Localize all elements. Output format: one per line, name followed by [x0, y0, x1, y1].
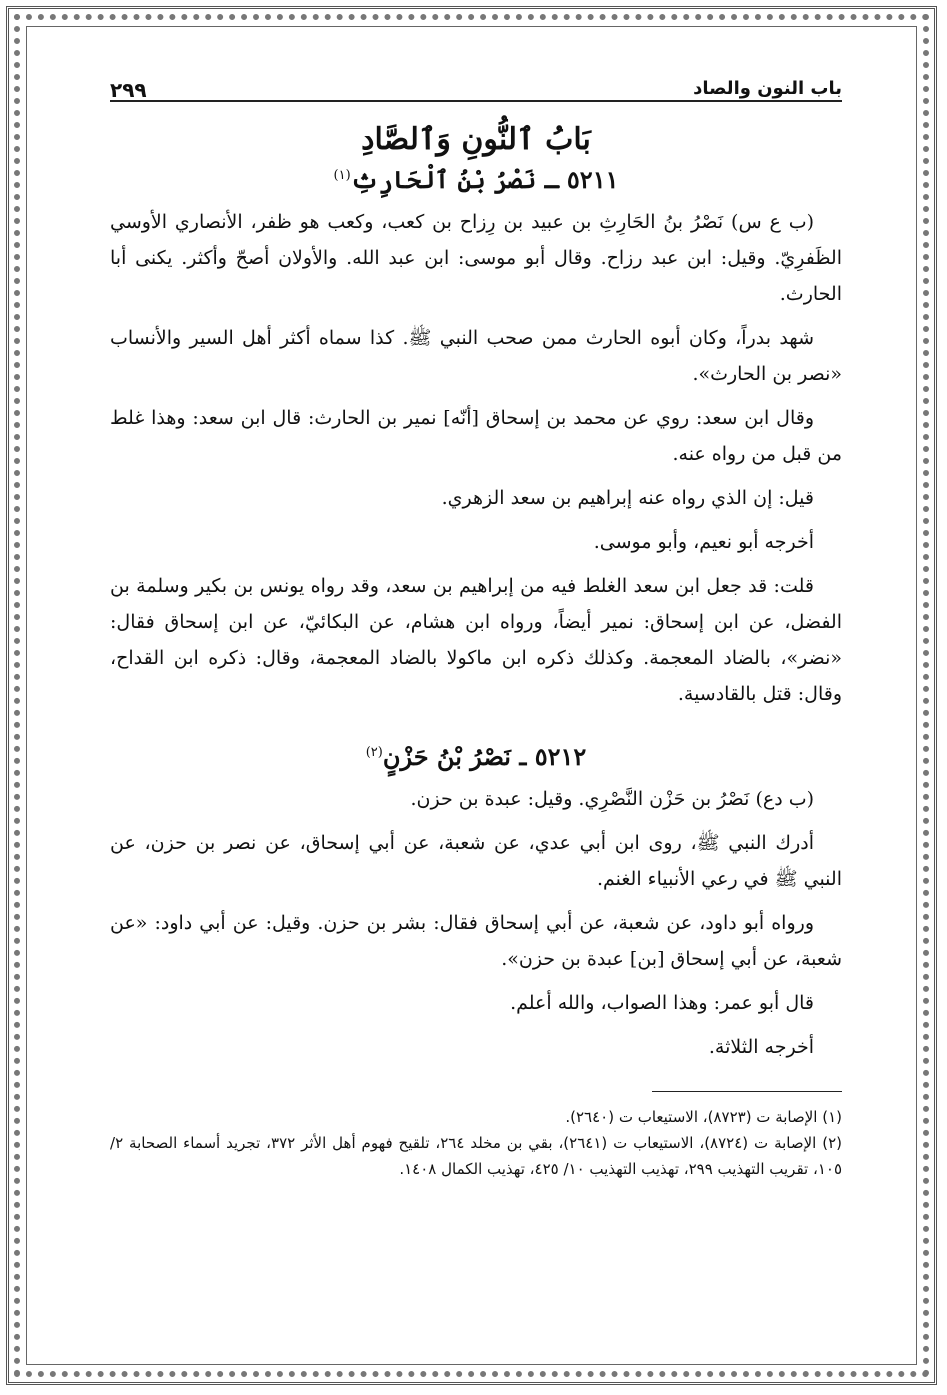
paragraph: (ب ع س) نَصْرُ بنُ الحَارِثِ بن عبيد بن رِزاح بن كعب، وكعب هو ظفر، الأنصاري الأوسي الظَفرِيّ. وقيل: ابن عبد رزاح. وقال أبو موسى: ابن عبد الله. والأولان أصحّ وأكثر. يكنى أبا الحارث. [110, 211, 842, 305]
footnote: (٢) الإصابة ت (٨٧٢٤)، الاستيعاب ت (٢٦٤١)، بقي بن مخلد ٢٦٤، تلقيح فهوم أهل الأثر ٣٧٢، تجريد أسماء الصحابة ٢/ ١٠٥، تقريب التهذيب ٢٩٩، تهذيب التهذيب ١٠/ ٤٢٥، تهذيب الكمال ١٤٠٨. [110, 1134, 842, 1178]
entry-title: ٥٢١١ ـ نَصْرُ بْنُ ٱلْحَارِثِ [350, 165, 619, 194]
book-page [110, 60, 842, 1340]
page-number: ٢٩٩ [110, 78, 147, 102]
paragraph: أخرجه الثلاثة. [708, 1036, 814, 1058]
paragraph: قلت: قد جعل ابن سعد الغلط فيه من إبراهيم بن سعد، وقد رواه يونس بن بكير وسلمة بن الفضل، عن ابن إسحاق: نمير أيضاً، ورواه ابن هشام، عن البكائيّ، عن ابن إسحاق فقال: «نضر»، بالضاد المعجمة. وكذلك ذكره ابن ماكولا بالضاد المعجمة، وقال: ذكره ابن القداح، وقال: قتل بالقادسية. [110, 575, 842, 705]
paragraph: (ب دع) نَصْرُ بن حَزْن النَّصْرِي. وقيل: عبدة بن حزن. [410, 788, 814, 810]
footnote-marker: (١) [333, 168, 351, 183]
paragraph: قيل: إن الذي رواه عنه إبراهيم بن سعد الزهري. [441, 487, 814, 509]
chapter-title: بَابُ ٱلنُّونِ وَٱلصَّادِ [361, 122, 591, 157]
paragraph: ورواه أبو داود، عن شعبة، عن أبي إسحاق فقال: بشر بن حزن. وقيل: عن أبي داود: «عن شعبة، عن أبي إسحاق [بن] عبدة بن حزن». [110, 912, 842, 970]
footnote-marker: (٢) [365, 745, 383, 760]
entry [110, 742, 842, 1065]
entry [110, 165, 842, 712]
running-title: باب النون والصاد [693, 78, 842, 99]
paragraph: وقال ابن سعد: روي عن محمد بن إسحاق [أنّه] نمير بن الحارث: قال ابن سعد: وهذا غلط من قبل من رواه عنه. [110, 407, 842, 465]
paragraph: أخرجه أبو نعيم، وأبو موسى. [593, 531, 814, 553]
footnote: (١) الإصابة ت (٨٧٢٣)، الاستيعاب ت (٢٦٤٠). [565, 1108, 842, 1126]
entry-title: ٥٢١٢ ـ نَصْرُ بْنُ حَزْنٍ [382, 742, 587, 771]
running-header [110, 60, 842, 102]
paragraph: قال أبو عمر: وهذا الصواب، والله أعلم. [510, 992, 814, 1014]
paragraph: أدرك النبي ﷺ، روى ابن أبي عدي، عن شعبة، عن أبي إسحاق، عن نصر بن حزن، عن النبي ﷺ في رعي الأنبياء الغنم. [110, 832, 842, 890]
footnote-divider [652, 1091, 842, 1092]
entry-heading [110, 742, 842, 771]
paragraph: شهد بدراً، وكان أبوه الحارث ممن صحب النبي ﷺ. كذا سماه أكثر أهل السير والأنساب «نصر بن الحارث». [110, 327, 842, 385]
entry-heading [110, 165, 842, 194]
